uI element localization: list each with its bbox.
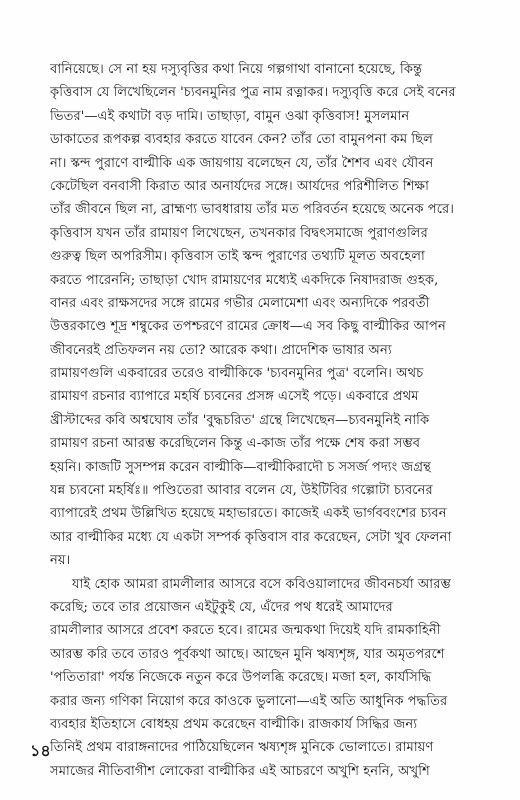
text-line: ভিতর'—এই কথাটা বড় দামি। তাছাড়া, বামুন ওঝা কৃত্তিবাস! মুসলমান: [50, 108, 410, 124]
text-line: ব্যবহার ইতিহাসে বোধহয় প্রথম করেছেন বাল্মীকি। রাজকার্য সিদ্ধির জন্য: [50, 716, 418, 732]
text-line: উত্তরকাণ্ডে শূদ্র শম্বুকের তপশ্চরণে রামের ক্রোধ—এ সব কিছু বাল্মীকির আপন: [50, 319, 446, 335]
text-line: খ্রীস্টাব্দের কবি অশ্বঘোষ তাঁর 'বুদ্ধচরিত' গ্রন্থে লিখেছেন—চ্যবনমুনিই নাকি: [50, 412, 430, 428]
text-line: করতে পারেননি; তাছাড়া খোদ রামায়ণের মধ্যেই একদিকে নিষাদরাজ গুহক,: [50, 272, 439, 288]
text-line: গুরুত্ব ছিল অপরিসীম। কৃত্তিবাস তাই স্কন্দ পুরাণের তথ্যটি মূলত অবহেলা: [50, 249, 425, 265]
text-line: রামায়ণ রচনা আরম্ভ করেছিলেন কিন্তু এ-কাজ তাঁর পক্ষে শেষ করা সম্ভব: [50, 436, 421, 452]
text-line: রামায়ণ রচনার ব্যাপারে মহর্ষি চ্যবনের প্রসঙ্গ এসেই পড়ে। একবারে প্রথম: [50, 389, 419, 405]
text-line: ডাকাতের রূপকল্প ব্যবহার করতে যাবেন কেন? তাঁর তো বামুনপনা কম ছিল: [50, 132, 433, 148]
text-line: ব্যাপারেই প্রথম উল্লিখিত হয়েছে মহাভারতে। কাজেই একই ভার্গববংশের চ্যবন: [50, 506, 447, 522]
text-line: যন্ন চ্যবনো মহর্ষিঃ॥ পণ্ডিতেরা আবার বলেন যে, উইটিবির গল্পোটা চ্যবনের: [50, 483, 433, 499]
text-line: করেছি; তবে তার প্রয়োজন এইটুকুই যে, এঁদের পথ ধরেই আমাদের: [50, 599, 393, 615]
text-line: আর বাল্মীকির মধ্যে যে একটা সম্পর্ক কৃত্তিবাস বার করেছেন, সেটা খুব ফেলনা: [50, 529, 452, 545]
text-line: কেটেছিল বনবাসী কিরাত আর অনার্যদের সঙ্গে। আর্যদের পরিশীলিত শিক্ষা: [50, 178, 429, 194]
text-line: কৃত্তিবাস যে লিখেছিলেন 'চ্যবনমুনির পুত্র নাম রত্নাকর। দস্যুবৃত্তি করে সেই বনের: [50, 85, 456, 101]
paragraph-1: [50, 58, 490, 573]
page-number: ১৪: [30, 741, 51, 760]
text-line: না। স্কন্দ পুরাণে বাল্মীকি এক জায়গায় বলেছেন যে, তাঁর শৈশব এবং যৌবন: [50, 155, 434, 171]
text-line: তাঁর জীবনে ছিল না, ব্রাহ্মণ্য ভাবধারায় তাঁর মত পরিবর্তন হয়েছে অনেক পরে।: [50, 202, 455, 218]
text-line: বানর এবং রাক্ষসদের সঙ্গে রামের গভীর মেলামেশা এবং অন্যদিকে পরবর্তী: [50, 295, 430, 311]
text-line: জীবনেরই প্রতিফলন নয় তো? আরেক কথা। প্রাদেশিক ভাষার অন্য: [50, 342, 392, 358]
text-line: হয়নি। কাজটি সুসম্পন্ন করেন বাল্মীকি—বাল্মীকিরাদৌ চ সসর্জ পদ্যং জগ্রন্থ: [50, 459, 431, 475]
text-line: করার জন্য গণিকা নিয়োগ করে কাওকে ভুলানো—এই অতি আধুনিক পদ্ধতির: [50, 693, 448, 709]
text-line: আরম্ভ করি তবে তারও পূর্বকথা আছে। আছেন মুনি ঋষ্যশৃঙ্গ, যার অমৃতপরশে: [50, 646, 445, 662]
text-line: কৃত্তিবাস যখন তাঁর রামায়ণ লিখেছেন, তখনকার বিদ্বৎসমাজে পুরাণগুলির: [50, 225, 428, 241]
text-line: তিনিই প্রথম বারাঙ্গনাদের পাঠিয়েছিলেন ঋষ্যশৃঙ্গ মুনিকে ভোলাতে। রামায়ণ: [50, 740, 434, 756]
text-line: রামায়ণগুলি একবারের তরেও বাল্মীকিকে 'চ্যবনমুনির পুত্র' বলেনি। অথচ: [50, 366, 424, 382]
paragraph-2: [50, 573, 490, 784]
text-line: সমাজের নীতিবাগীশ লোকেরা বাল্মীকির এই আচরণে অখুশি হননি, অখুশি: [50, 763, 430, 779]
text-line: 'পতিতারা' পর্যন্ত নিজেকে নতুন করে উপলব্ধি করেছে। মজা হল, কার্যসিদ্ধি: [50, 670, 432, 686]
text-line: বানিয়েছে। সে না হয় দস্যুবৃত্তির কথা নিয়ে গল্পগাথা বানানো হয়েছে, কিন্তু: [50, 62, 423, 77]
text-line: রামলীলার আসরে প্রবেশ করতে হবে। রামের জন্মকথা দিয়েই যদি রামকাহিনী: [50, 623, 441, 639]
body-text: [50, 58, 490, 783]
text-line: যাই হোক আমরা রামলীলার আসরে বসে কবিওয়ালাদের জীবনচর্যা আরম্ভ: [72, 576, 451, 592]
text-line: নয়।: [50, 553, 71, 569]
